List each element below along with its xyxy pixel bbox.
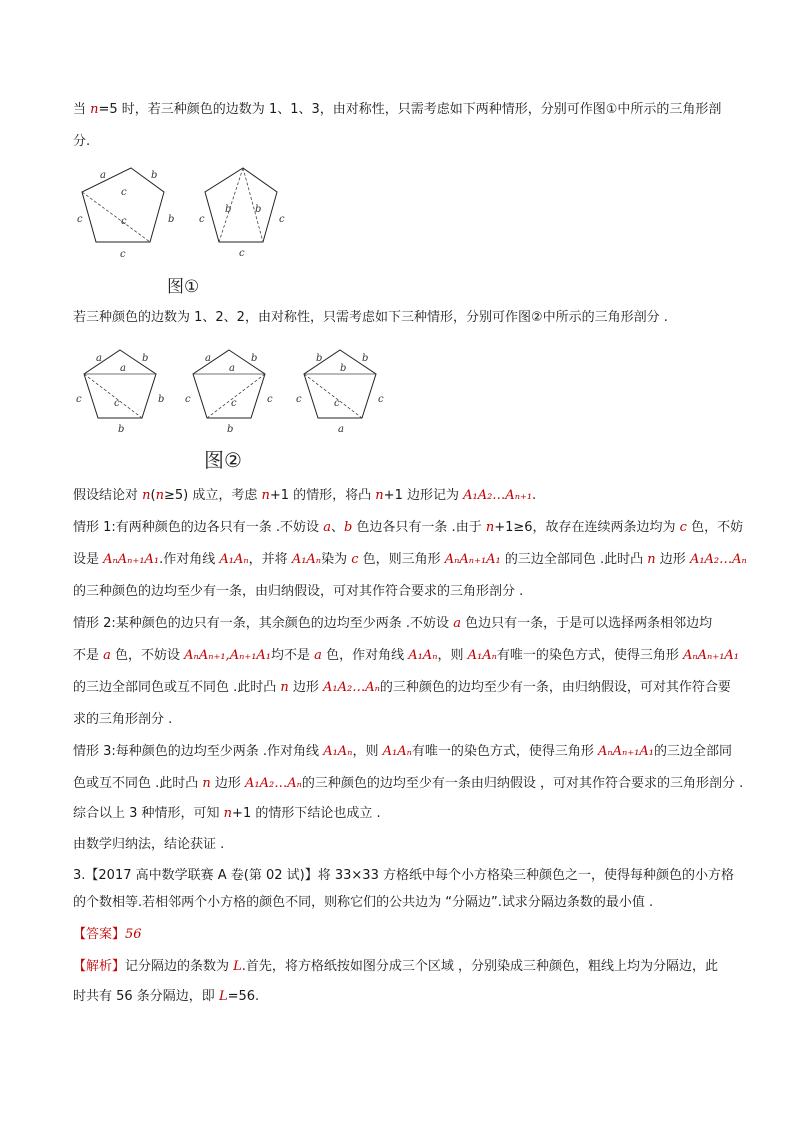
analysis-tag: 【解析】 (73, 959, 126, 974)
summary-line: 综合以上 3 种情形，可知 n+1 的情形下结论也成立 . (73, 806, 381, 821)
paragraph-122-case: 若三种颜色的边数为 1、2、2，由对称性，只需考虑如下三种情形，分别可作图②中所示的三角形剖分 . (73, 310, 668, 325)
svg-text:c: c (185, 394, 191, 405)
svg-text:c: c (231, 398, 237, 409)
svg-text:a: a (120, 363, 126, 374)
case-2-line-4: 求的三角形剖分 . (73, 712, 173, 727)
svg-text:a: a (229, 363, 235, 374)
svg-text:c: c (76, 394, 82, 405)
svg-text:c: c (334, 398, 340, 409)
figure-1-pentagon-right (199, 162, 309, 262)
case-3-line-1: 情形 3:每种颜色的边均至少两条 .作对角线 A₁Aₙ，则 A₁Aₙ有唯一的染色方式，使得三角形 AₙAₙ₊₁A₁的三边全部同 (73, 744, 733, 759)
svg-text:c: c (199, 214, 205, 225)
analysis-line-2: 时共有 56 条分隔边，即 L=56. (73, 989, 260, 1004)
svg-text:b: b (151, 170, 158, 181)
svg-text:c: c (239, 248, 245, 259)
case-2-line-1: 情形 2:某种颜色的边只有一条，其余颜色的边均至少两条 .不妨设 a 色边只有一条，于是可以选择两条相邻边均 (73, 616, 713, 631)
svg-text:c: c (121, 216, 127, 227)
figure-2-pentagon-3 (296, 344, 396, 439)
figure-1-pentagon-left (76, 162, 186, 262)
svg-text:a: a (205, 353, 211, 364)
case-1-line-3: 的三种颜色的边均至少有一条，由归纳假设，可对其作符合要求的三角形剖分 . (73, 584, 524, 599)
analysis-line-1: 【解析】记分隔边的条数为 L.首先，将方格纸按如图分成三个区域 ，分别染成三种颜色，粗线上均为分隔边，此 (73, 959, 719, 974)
problem-3-line-2: 的个数相等.若相邻两个小方格的颜色不同，则称它们的公共边为 “分隔边”.试求分隔边条数的最小值 . (73, 895, 654, 910)
paragraph-n5-case: 当 n=5 时，若三种颜色的边数为 1、1、3，由对称性，只需考虑如下两种情形，分别可作图①中所示的三角形剖 (73, 102, 722, 117)
case-3-line-2: 色或互不同色 .此时凸 n 边形 A₁A₂…Aₙ的三种颜色的边均至少有一条由归纳假设 ，可对其作符合要求的三角形剖分 . (73, 776, 744, 791)
figure-2-caption: 图② (204, 448, 242, 472)
paragraph-induction-hypothesis: 假设结论对 n(n≥5) 成立，考虑 n+1 的情形，将凸 n+1 边形记为 A₁A₂…Aₙ₊₁. (73, 488, 537, 503)
conclusion-line: 由数学归纳法，结论获证 . (73, 837, 225, 852)
svg-text:b: b (142, 353, 149, 364)
svg-text:b: b (168, 214, 175, 225)
svg-text:c: c (120, 249, 126, 260)
case-1-line-1: 情形 1:有两种颜色的边各只有一条 .不妨设 a、b 色边各只有一条 .由于 n+1≥6，故存在连续两条边均为 c 色，不妨 (73, 520, 744, 535)
problem-3-line-1: 3.【2017 高中数学联赛 A 卷(第 02 试)】将 33×33 方格纸中每个小方格染三种颜色之一，使得每种颜色的小方格 (73, 868, 734, 883)
svg-text:b: b (118, 424, 125, 435)
svg-text:b: b (158, 394, 165, 405)
figure-2-pentagon-2 (185, 344, 285, 439)
svg-text:c: c (378, 394, 384, 405)
svg-text:a: a (338, 424, 344, 435)
svg-text:b: b (316, 353, 323, 364)
answer-line (73, 926, 142, 944)
svg-text:b: b (225, 204, 232, 215)
svg-text:c: c (121, 187, 127, 198)
svg-text:b: b (227, 424, 234, 435)
svg-text:b: b (251, 353, 258, 364)
svg-text:a: a (100, 170, 106, 181)
svg-text:c: c (77, 214, 83, 225)
figure-2-pentagon-1 (76, 344, 176, 439)
svg-text:c: c (279, 214, 285, 225)
paragraph-n5-case-cont: 分. (73, 134, 91, 149)
case-2-line-3: 的三边全部同色或互不同色 .此时凸 n 边形 A₁A₂…Aₙ的三种颜色的边均至少有一条，由归纳假设，可对其作符合要 (73, 680, 731, 695)
svg-text:c: c (114, 398, 120, 409)
svg-text:c: c (296, 394, 302, 405)
svg-text:c: c (267, 394, 273, 405)
case-1-line-2: 设是 AₙAₙ₊₁A₁.作对角线 A₁Aₙ，并将 A₁Aₙ染为 c 色，则三角形 AₙAₙ₊₁A₁ 的三边全部同色 .此时凸 n 边形 A₁A₂…Aₙ (73, 552, 747, 567)
case-2-line-2: 不是 a 色，不妨设 AₙAₙ₊₁,Aₙ₊₁A₁均不是 a 色，作对角线 A₁Aₙ，则 A₁Aₙ有唯一的染色方式，使得三角形 AₙAₙ₊₁A₁ (73, 648, 740, 663)
svg-text:b: b (255, 204, 262, 215)
figure-1-caption: 图① (167, 277, 200, 297)
answer-tag: 【答案】 (73, 927, 126, 942)
svg-text:b: b (362, 353, 369, 364)
answer-value: 56 (125, 927, 142, 942)
svg-text:a: a (96, 353, 102, 364)
svg-text:b: b (340, 363, 347, 374)
